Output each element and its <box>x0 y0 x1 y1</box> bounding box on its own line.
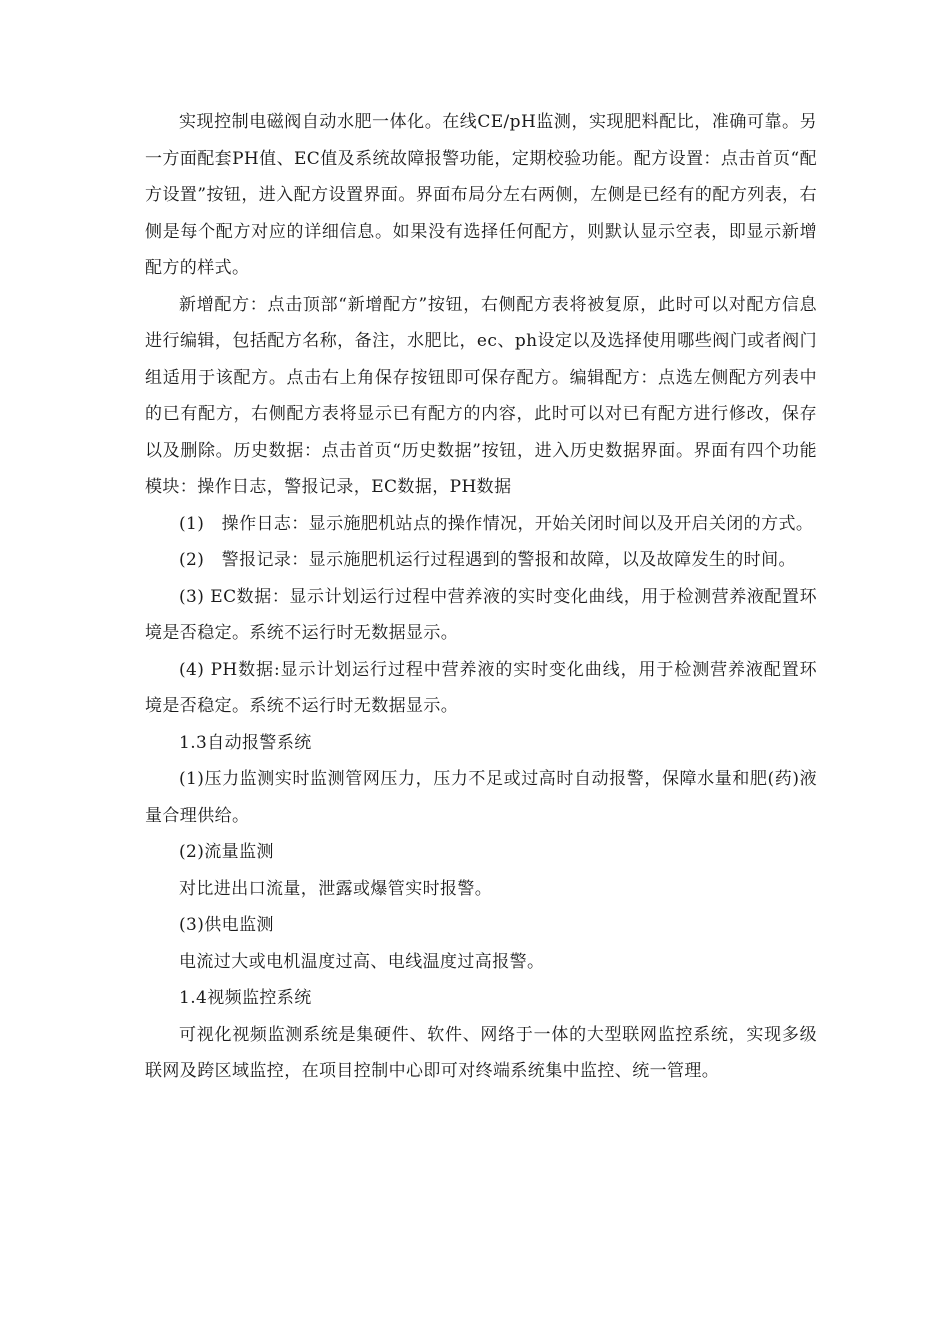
list-item-power-monitoring: (3)供电监测 <box>179 915 274 935</box>
paragraph-new-formula: 新增配方：点击顶部“新增配方”按钮，右侧配方表将被复原，此时可以对配方信息进行编辑，包括配方名称，备注，水肥比，ec、ph设定以及选择使用哪些阀门或者阀门组适用于该配方。点击右上角保存按钮即可保存配方。编辑配方：点选左侧配方列表中的已有配方，右侧配方表将显示已有配方的内容，此时可以对已有配方进行修改，保存以及删除。历史数据：点击首页“历史数据”按钮，进入历史数据界面。界面有四个功能模块：操作日志，警报记录，EC数据，PH数据 <box>145 294 817 497</box>
document-body <box>145 104 817 1090</box>
list-item-pressure-monitoring: (1)压力监测实时监测管网压力，压力不足或过高时自动报警，保障水量和肥(药)液量合理供给。 <box>145 769 817 826</box>
paragraph-power-detail: 电流过大或电机温度过高、电线温度过高报警。 <box>179 951 545 972</box>
paragraph-intro: 实现控制电磁阀自动水肥一体化。在线CE/pH监测，实现肥料配比，准确可靠。另一方面配套PH值、EC值及系统故障报警功能，定期校验功能。配方设置：点击首页“配方设置”按钮，进入配方设置界面。界面布局分左右两侧，左侧是已经有的配方列表，右侧是每个配方对应的详细信息。如果没有选择任何配方，则默认显示空表，即显示新增配方的样式。 <box>145 112 817 278</box>
list-item-ph-data: (4) PH数据:显示计划运行过程中营养液的实时变化曲线，用于检测营养液配置环境是否稳定。系统不运行时无数据显示。 <box>145 659 817 716</box>
paragraph-flow-detail: 对比进出口流量，泄露或爆管实时报警。 <box>179 878 493 899</box>
list-item-alarm-record: (2) 警报记录：显示施肥机运行过程遇到的警报和故障，以及故障发生的时间。 <box>179 550 796 570</box>
section-heading-alarm-system: 1.3自动报警系统 <box>179 732 312 753</box>
list-item-ec-data: (3) EC数据：显示计划运行过程中营养液的实时变化曲线，用于检测营养液配置环境是否稳定。系统不运行时无数据显示。 <box>145 586 817 643</box>
paragraph-video-detail: 可视化视频监测系统是集硬件、软件、网络于一体的大型联网监控系统，实现多级联网及跨区域监控，在项目控制中心即可对终端系统集中监控、统一管理。 <box>145 1024 817 1081</box>
list-item-flow-monitoring: (2)流量监测 <box>179 842 274 862</box>
list-item-operation-log: (1) 操作日志：显示施肥机站点的操作情况，开始关闭时间以及开启关闭的方式。 <box>179 513 814 534</box>
section-heading-video-system: 1.4视频监控系统 <box>179 988 312 1008</box>
